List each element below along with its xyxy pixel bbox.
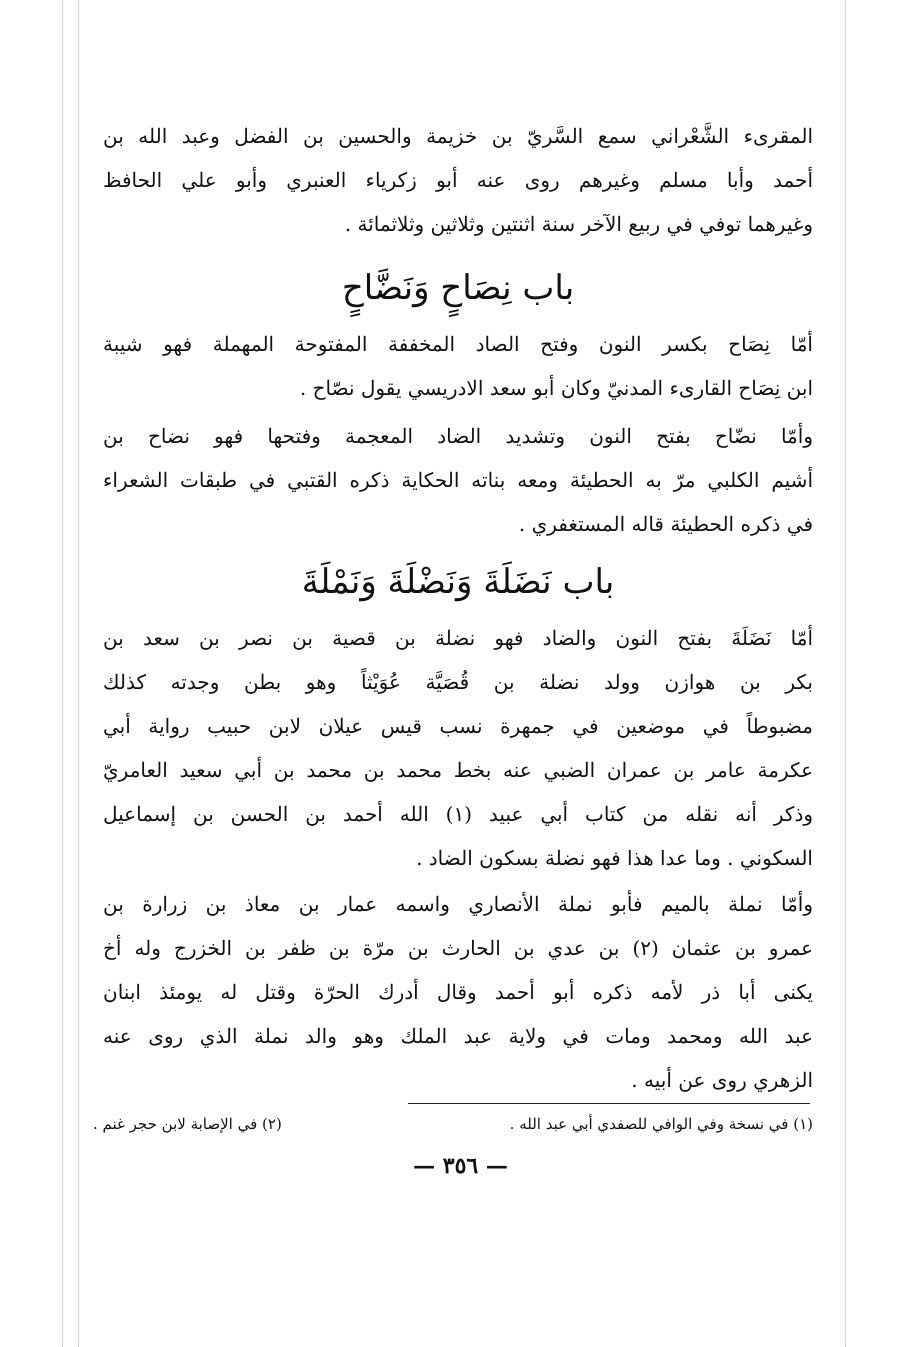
- scan-edge-mark: [845, 0, 846, 1347]
- text-line: عبد الله ومحمد ومات في ولاية عبد الملك وهو والد نملة الذي روى عنه: [103, 1024, 813, 1048]
- text-line: أمّا نِصَاح بكسر النون وفتح الصاد المخففة المفتوحة المهملة فهو شيبة: [103, 332, 813, 356]
- scan-edge-mark: [78, 0, 79, 1347]
- scan-edge-mark: [62, 0, 63, 1347]
- footnote-1: (١) في نسخة وفي الوافي للصفدي أبي عبد الله .: [509, 1115, 813, 1133]
- footnote-2: (٢) في الإصابة لابن حجر غنم .: [93, 1115, 282, 1133]
- text-line: الزهري روى عن أبيه .: [631, 1068, 813, 1092]
- text-line: في ذكره الحطيئة قاله المستغفري .: [518, 512, 813, 536]
- paragraph-naddah: [103, 414, 813, 546]
- footnotes: [93, 1110, 813, 1138]
- text-line: بكر بن هوازن وولد نضلة بن قُصَيَّة عُوَيْثاً وهو بطن وجدته كذلك: [103, 670, 813, 694]
- text-line: مضبوطاً في موضعين في جمهرة نسب قيس عيلان لابن حبيب رواية أبي: [103, 714, 813, 738]
- page-number: — ٣٥٦ —: [413, 1153, 508, 1179]
- paragraph-nisah: [103, 322, 813, 410]
- paragraph-namla: [103, 882, 813, 1102]
- text-line: عمرو بن عثمان (٢) بن عدي بن الحارث بن مرّة بن ظفر بن الخزرج وله أخ: [103, 936, 813, 960]
- text-line: وذكر أنه نقله من كتاب أبي عبيد (١) الله أحمد بن الحسن بن إسماعيل: [103, 802, 813, 826]
- text-line: أحمد وأبا مسلم وغيرهم روى عنه أبو زكرياء العنبري وأبو علي الحافظ: [103, 168, 813, 192]
- text-line: وأمّا نملة بالميم فأبو نملة الأنصاري واسمه عمار بن معاذ بن زرارة بن: [103, 892, 813, 916]
- text-line: وغيرهما توفي في ربيع الآخر سنة اثنتين وثلاثين وثلاثمائة .: [344, 212, 813, 236]
- continuation-paragraph: [103, 114, 813, 246]
- text-line: وأمّا نضّاح بفتح النون وتشديد الضاد المعجمة وفتحها فهو نضاح بن: [103, 424, 813, 448]
- text-line: أمّا نَضَلَةَ بفتح النون والضاد فهو نضلة بن قصية بن نصر بن سعد بن: [103, 626, 813, 650]
- section-heading-nisah: باب نِصَاحٍ وَنَضَّاحٍ: [341, 268, 575, 308]
- section-heading-nadala: باب نَضَلَةَ وَنَضْلَةَ وَنَمْلَةَ: [301, 562, 615, 602]
- text-line: يكنى أبا ذر لأمه ذكره أبو أحمد وقال أدرك الحرّة وقتل له يومئذ ابنان: [103, 980, 813, 1004]
- text-line: السكوني . وما عدا هذا فهو نضلة بسكون الضاد .: [416, 846, 813, 870]
- text-line: المقرىء الشَّعْراني سمع السَّريّ بن خزيمة والحسين بن الفضل وعبد الله بن: [103, 124, 813, 148]
- text-line: عكرمة عامر بن عمران الضبي عنه بخط محمد بن محمد بن أبي سعيد العامريّ: [103, 758, 813, 782]
- text-line: ابن نِصَاح القارىء المدنيّ وكان أبو سعد الادريسي يقول نصّاح .: [299, 376, 813, 400]
- paragraph-nadala: [103, 616, 813, 880]
- text-line: أشيم الكلبي مرّ به الحطيئة ومعه بناته الحكاية ذكره القتبي في طبقات الشعراء: [103, 468, 813, 492]
- footnote-separator: [408, 1103, 810, 1104]
